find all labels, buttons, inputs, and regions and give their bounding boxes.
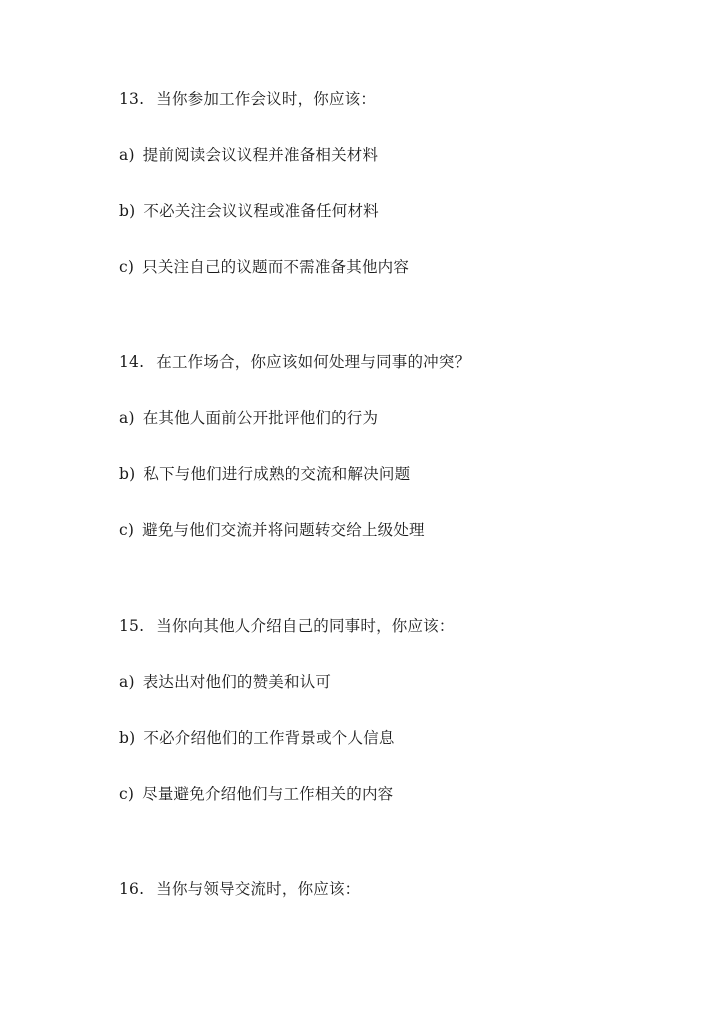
question-text: 当你向其他人介绍自己的同事时，你应该： — [156, 617, 455, 635]
option-text: 避免与他们交流并将问题转交给上级处理 — [142, 521, 425, 539]
option-label: a) — [119, 409, 135, 427]
option-15-c — [119, 784, 393, 804]
option-label: a) — [119, 673, 135, 691]
question-number: 13. — [119, 90, 145, 108]
option-label: a) — [119, 146, 135, 164]
option-label: b) — [119, 729, 136, 747]
option-text: 尽量避免介绍他们与工作相关的内容 — [142, 785, 394, 803]
option-text: 在其他人面前公开批评他们的行为 — [142, 409, 379, 427]
option-text: 私下与他们进行成熟的交流和解决问题 — [143, 465, 411, 483]
option-label: c) — [119, 521, 135, 539]
question-text: 当你参加工作会议时，你应该： — [156, 90, 377, 108]
question-number: 14. — [119, 353, 145, 371]
option-15-b — [119, 728, 395, 748]
question-15 — [119, 616, 455, 636]
option-14-c — [119, 520, 425, 540]
option-text: 不必介绍他们的工作背景或个人信息 — [143, 729, 395, 747]
option-14-a — [119, 408, 378, 428]
option-label: b) — [119, 202, 136, 220]
option-text: 不必关注会议议程或准备任何材料 — [143, 202, 379, 220]
option-text: 只关注自己的议题而不需准备其他内容 — [142, 258, 410, 276]
option-label: c) — [119, 785, 135, 803]
option-13-a — [119, 145, 378, 165]
option-14-b — [119, 464, 410, 484]
option-13-c — [119, 257, 409, 277]
question-number: 15. — [119, 617, 145, 635]
question-text: 当你与领导交流时，你应该： — [156, 880, 361, 898]
option-text: 表达出对他们的赞美和认可 — [142, 673, 332, 691]
question-16 — [119, 879, 360, 899]
question-13 — [119, 89, 376, 109]
option-label: b) — [119, 465, 136, 483]
option-label: c) — [119, 258, 135, 276]
question-number: 16. — [119, 880, 145, 898]
option-text: 提前阅读会议议程并准备相关材料 — [142, 146, 379, 164]
option-15-a — [119, 672, 331, 692]
question-text: 在工作场合，你应该如何处理与同事的冲突？ — [156, 353, 471, 371]
option-13-b — [119, 201, 379, 221]
question-14 — [119, 352, 470, 372]
